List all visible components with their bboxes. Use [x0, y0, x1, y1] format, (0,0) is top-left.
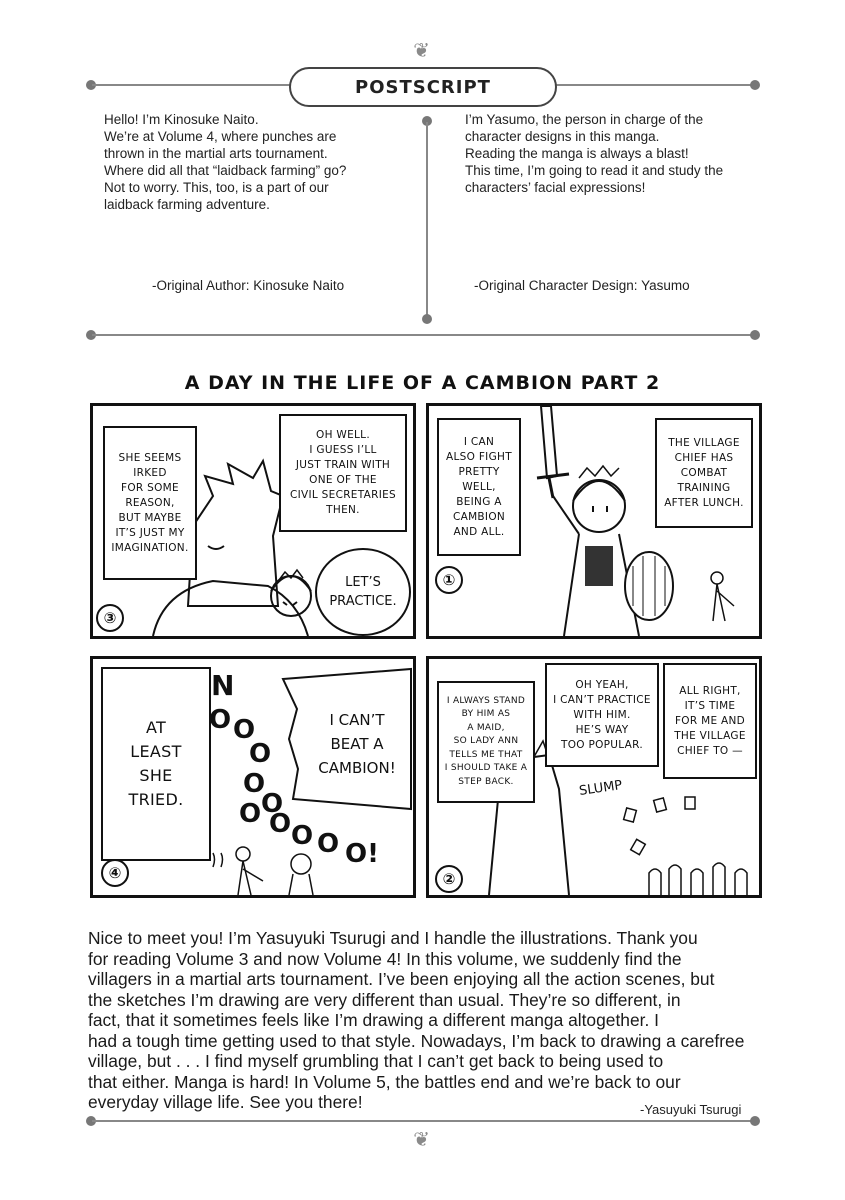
illustrator-signature: -Yasuyuki Tsurugi [640, 1102, 742, 1117]
rule3-endcap-right [750, 1116, 760, 1126]
panel-2-sfx: SLUMP [578, 778, 624, 799]
designer-message: I’m Yasumo, the person in charge of the character designs in this manga. Reading the manga is always a blast! This time, I’m going to read it and study the characters’ facial expressions! [465, 112, 724, 195]
nooo-letter-10: O [317, 829, 340, 859]
panel-4-shout: I CAN’T BEAT A CAMBION! [308, 699, 406, 789]
panel-2 [426, 656, 762, 898]
nooo-letter-11: O! [345, 839, 379, 869]
nooo-letter-3: O [233, 715, 256, 745]
panel-3-number: ③ [96, 604, 124, 632]
nooo-letter-1: N [211, 669, 235, 702]
panel-4-number: ④ [101, 859, 129, 887]
panel-3 [90, 403, 416, 639]
panel-2-narration-left: I ALWAYS STAND BY HIM AS A MAID, SO LADY ANN TELLS ME THAT I SHOULD TAKE A STEP BACK. [437, 681, 535, 803]
designer-signature: -Original Character Design: Yasumo [474, 278, 690, 293]
panel-2-number: ② [435, 865, 463, 893]
divider-cap-bottom [422, 314, 432, 324]
author-signature: -Original Author: Kinosuke Naito [152, 278, 345, 293]
panel-2-narration-middle: OH YEAH, I CAN’T PRACTICE WITH HIM. HE’S WAY TOO POPULAR. [545, 663, 659, 767]
section-rule [92, 334, 754, 336]
bottom-ornament: ❦ [413, 1127, 432, 1151]
nooo-letter-5: O [243, 769, 266, 799]
nooo-letter-9: O [291, 821, 314, 851]
panel-3-narration-right: OH WELL. I GUESS I’LL JUST TRAIN WITH ONE OF THE CIVIL SECRETARIES THEN. [279, 414, 407, 532]
rule2-endcap-right [750, 330, 760, 340]
panel-1-narration-right: THE VILLAGE CHIEF HAS COMBAT TRAINING AFTER LUNCH. [655, 418, 753, 528]
illustrator-note: Nice to meet you! I’m Yasuyuki Tsurugi and I handle the illustrations. Thank you for reading Volume 3 and now Volume 4! In this volume, we suddenly find the villagers in a martial arts tournament. I’ve been enjoying all the action scenes, but the sketches I’m drawing are very different than usual. They’re so different, in fact, that it sometimes feels like I’m drawing a different manga altogether. I had a tough time getting used to that style. Nowadays, I’m back to drawing a carefree village, but . . . I find myself grumbling that I can’t get back to being used to that either. Manga is hard! In Volume 5, the battles end and we’re back to our everyday village life. See you there! [88, 928, 745, 1112]
panel-4 [90, 656, 416, 898]
nooo-letter-7: O [239, 799, 262, 829]
nooo-letter-8: O [269, 809, 292, 839]
panel-1 [426, 403, 762, 639]
panel-3-speech-bubble: LET’S PRACTICE. [315, 548, 411, 636]
panel-1-number: ① [435, 566, 463, 594]
author-message: Hello! I’m Kinosuke Naito. We’re at Volume 4, where punches are thrown in the martial arts tournament. Where did all that “laidback farming” go? Not to worry. This, too, is a part of our laidback farming adventure. [104, 112, 347, 212]
panel-1-narration-left: I CAN ALSO FIGHT PRETTY WELL, BEING A CAMBION AND ALL. [437, 418, 521, 556]
column-divider [426, 122, 428, 318]
rule-endcap-right [750, 80, 760, 90]
nooo-letter-4: O [249, 739, 272, 769]
nooo-letter-2: O [209, 705, 232, 735]
postscript-title: POSTSCRIPT [289, 67, 557, 107]
panel-4-narration: AT LEAST SHE TRIED. [101, 667, 211, 861]
footer-rule [92, 1120, 754, 1122]
nooo-letter-6: O [261, 789, 284, 819]
manga-title: A DAY IN THE LIFE OF A CAMBION PART 2 [184, 372, 661, 394]
panel-2-narration-right: ALL RIGHT, IT’S TIME FOR ME AND THE VILLAGE CHIEF TO — [663, 663, 757, 779]
top-ornament: ❦ [413, 38, 432, 62]
panel-3-narration-left: SHE SEEMS IRKED FOR SOME REASON, BUT MAYBE IT’S JUST MY IMAGINATION. [103, 426, 197, 580]
